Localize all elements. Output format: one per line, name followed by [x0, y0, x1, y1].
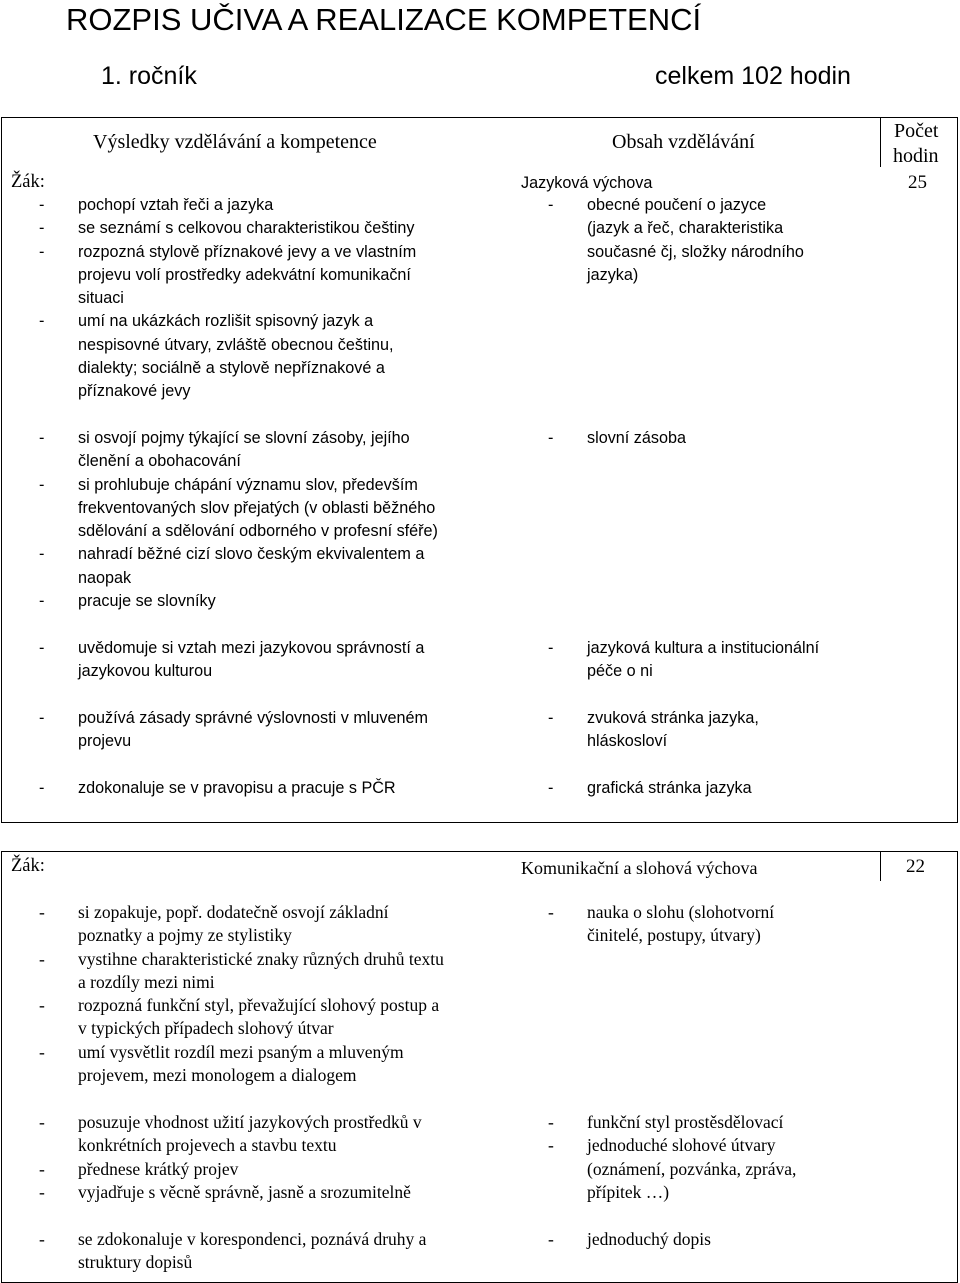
list-item-line: (oznámení, pozvánka, zpráva, — [587, 1158, 797, 1179]
student-label: Žák: — [11, 172, 45, 192]
list-item-line: jednoduchý dopis — [587, 1229, 711, 1249]
results-group — [39, 777, 396, 800]
list-item-line: a rozdíly mezi nimi — [78, 971, 215, 992]
bullet-list — [39, 707, 428, 754]
bullet-dash: - — [548, 196, 554, 214]
results-group — [39, 901, 444, 1087]
list-item-line: projevu — [78, 732, 132, 751]
content-group — [548, 1228, 711, 1251]
list-item-line: vystihne charakteristické znaky různých druhů textu — [78, 948, 444, 969]
column-divider — [880, 117, 881, 167]
bullet-dash: - — [548, 1229, 554, 1249]
list-item-line: projevem, mezi monologem a dialogem — [78, 1065, 357, 1086]
grade-label: 1. ročník — [101, 62, 197, 90]
list-item-line: péče o ni — [587, 662, 653, 681]
list-item — [39, 590, 438, 613]
content-group — [548, 707, 759, 754]
results-group — [39, 707, 428, 754]
bullet-dash: - — [39, 1181, 45, 1202]
list-item — [39, 241, 416, 311]
list-item-line: umí na ukázkách rozlišit spisovný jazyk a — [78, 312, 374, 331]
list-item-line: se seznámí s celkovou charakteristikou češtiny — [78, 219, 415, 238]
bullet-dash: - — [39, 196, 45, 214]
bullet-dash: - — [39, 1112, 45, 1132]
bullet-list — [548, 777, 752, 800]
list-item-line: uvědomuje si vztah mezi jazykovou správností a — [78, 639, 425, 657]
bullet-list — [548, 427, 686, 450]
list-item — [39, 217, 416, 240]
list-item-line: v typických případech slohový útvar — [78, 1018, 334, 1039]
list-item — [39, 777, 396, 800]
bullet-dash: - — [548, 779, 554, 797]
list-item-line: nespisovné útvary, zvláště obecnou češtinu, — [78, 335, 394, 354]
list-item — [548, 1228, 711, 1251]
content-group — [548, 194, 804, 287]
hours-count: 25 — [908, 172, 927, 193]
list-item-line: situaci — [78, 289, 124, 308]
bullet-dash: - — [548, 429, 554, 447]
bullet-dash: - — [548, 709, 554, 727]
bullet-dash: - — [39, 709, 45, 727]
list-item-line: jazykovou kulturou — [78, 662, 213, 681]
list-item — [39, 474, 438, 544]
bullet-dash: - — [39, 1158, 45, 1179]
list-item-line: vyjadřuje s věcně správně, jasně a srozumitelně — [78, 1181, 411, 1202]
bullet-list — [548, 194, 804, 287]
list-item-line: slovní zásoba — [587, 429, 686, 447]
page-title: ROZPIS UČIVA A REALIZACE KOMPETENCÍ — [66, 2, 702, 37]
list-item-line: si zopakuje, popř. dodatečně osvojí základní — [78, 902, 389, 922]
list-item — [39, 707, 428, 754]
list-item — [548, 901, 774, 948]
bullet-dash: - — [39, 429, 45, 447]
bullet-dash: - — [39, 242, 45, 261]
list-item-line: se zdokonaluje v korespondenci, poznává druhy a — [78, 1229, 427, 1249]
list-item-line: zdokonaluje se v pravopisu a pracuje s PČR — [78, 779, 396, 797]
bullet-dash: - — [39, 995, 45, 1016]
list-item — [548, 1111, 796, 1134]
results-group — [39, 1111, 422, 1204]
list-item-line: jazyková kultura a institucionální — [587, 639, 820, 657]
content-group — [548, 637, 819, 684]
header-content: Obsah vzdělávání — [612, 131, 755, 153]
list-item-line: frekventovaných slov přejatých (v oblasti běžného — [78, 498, 436, 517]
list-item-line: rozpozná funkční styl, převažující slohový postup a — [78, 995, 440, 1016]
list-item — [39, 427, 438, 474]
bullet-dash: - — [39, 592, 45, 611]
list-item-line: struktury dopisů — [78, 1252, 193, 1273]
list-item-line: nauka o slohu (slohotvorní — [587, 902, 775, 922]
list-item — [548, 777, 752, 800]
list-item-line: sdělování a sdělování odborného v profesní sféře) — [78, 522, 438, 541]
list-item-line: hláskosloví — [587, 732, 668, 751]
bullet-list — [548, 901, 774, 948]
list-item — [39, 901, 444, 948]
bullet-dash: - — [548, 639, 554, 657]
header-results: Výsledky vzdělávání a kompetence — [93, 131, 377, 153]
results-group — [39, 637, 424, 684]
list-item-line: příznakové jevy — [78, 382, 191, 401]
list-item — [548, 194, 804, 287]
list-item — [548, 1134, 796, 1204]
list-item-line: jednoduché slohové útvary — [587, 1135, 776, 1156]
header-count-line1: Počet — [894, 120, 939, 142]
list-item-line: funkční styl prostěsdělovací — [587, 1112, 784, 1132]
list-item-line: členění a obohacování — [78, 452, 241, 471]
list-item — [39, 1111, 422, 1158]
column-divider — [880, 851, 881, 881]
total-hours: celkem 102 hodin — [655, 62, 851, 90]
bullet-dash: - — [39, 902, 45, 922]
bullet-list — [39, 1228, 426, 1275]
list-item — [39, 1158, 422, 1181]
list-item — [39, 948, 444, 995]
bullet-dash: - — [548, 902, 554, 922]
bullet-dash: - — [548, 1135, 554, 1156]
list-item-line: zvuková stránka jazyka, — [587, 709, 759, 727]
list-item-line: poznatky a pojmy ze stylistiky — [78, 925, 292, 946]
list-item — [39, 310, 416, 403]
results-group — [39, 427, 438, 613]
bullet-list — [39, 1111, 422, 1204]
list-item-line: nahradí běžné cizí slovo českým ekvivalentem a — [78, 545, 425, 564]
bullet-list — [39, 637, 424, 684]
bullet-dash: - — [39, 312, 45, 331]
list-item-line: umí vysvětlit rozdíl mezi psaným a mluveným — [78, 1041, 404, 1062]
bullet-dash: - — [39, 475, 45, 494]
list-item-line: jazyka) — [587, 265, 639, 284]
list-item — [39, 637, 424, 684]
list-item — [548, 427, 686, 450]
bullet-list — [548, 1228, 711, 1251]
list-item — [548, 637, 819, 684]
list-item — [39, 543, 438, 590]
content-group — [548, 1111, 796, 1204]
bullet-dash: - — [39, 1041, 45, 1062]
list-item-line: používá zásady správné výslovnosti v mluveném — [78, 709, 428, 727]
list-item-line: grafická stránka jazyka — [587, 779, 752, 797]
list-item — [39, 994, 444, 1041]
list-item-line: obecné poučení o jazyce — [587, 196, 767, 214]
bullet-dash: - — [39, 545, 45, 564]
section-topic: Jazyková výchova — [521, 174, 653, 192]
list-item — [548, 707, 759, 754]
bullet-list — [39, 427, 438, 613]
bullet-dash: - — [39, 948, 45, 969]
results-group — [39, 1228, 426, 1275]
bullet-list — [548, 637, 819, 684]
list-item-line: přednese krátký projev — [78, 1158, 239, 1179]
list-item — [39, 1228, 426, 1275]
list-item-line: si osvojí pojmy týkající se slovní zásoby, jejího — [78, 429, 410, 447]
header-count-line2: hodin — [893, 145, 939, 167]
list-item-line: pochopí vztah řeči a jazyka — [78, 196, 274, 214]
list-item-line: konkrétních projevech a stavbu textu — [78, 1135, 337, 1156]
content-group — [548, 427, 686, 450]
list-item-line: posuzuje vhodnost užití jazykových prostředků v — [78, 1112, 422, 1132]
list-item-line: (jazyk a řeč, charakteristika — [587, 219, 784, 238]
list-item-line: projevu volí prostředky adekvátní komunikační — [78, 265, 411, 284]
student-label: Žák: — [11, 856, 45, 876]
list-item-line: naopak — [78, 568, 132, 587]
list-item — [39, 194, 416, 217]
bullet-dash: - — [39, 639, 45, 657]
list-item — [39, 1041, 444, 1088]
bullet-list — [548, 1111, 796, 1204]
bullet-list — [39, 777, 396, 800]
list-item-line: činitelé, postupy, útvary) — [587, 925, 761, 946]
bullet-dash: - — [39, 779, 45, 797]
list-item-line: si prohlubuje chápání významu slov, především — [78, 475, 418, 494]
bullet-list — [548, 707, 759, 754]
content-group — [548, 777, 752, 800]
hours-count: 22 — [906, 856, 925, 877]
bullet-dash: - — [39, 1229, 45, 1249]
content-group — [548, 901, 774, 948]
list-item-line: současné čj, složky národního — [587, 242, 804, 261]
list-item-line: přípitek …) — [587, 1181, 670, 1202]
bullet-dash: - — [548, 1112, 554, 1132]
section-topic: Komunikační a slohová výchova — [521, 858, 758, 878]
list-item-line: pracuje se slovníky — [78, 592, 216, 611]
results-group — [39, 194, 416, 404]
bullet-list — [39, 194, 416, 404]
bullet-dash: - — [39, 219, 45, 238]
list-item — [39, 1181, 422, 1204]
bullet-list — [39, 901, 444, 1087]
list-item-line: rozpozná stylově příznakové jevy a ve vlastním — [78, 242, 417, 261]
list-item-line: dialekty; sociálně a stylově nepříznakové a — [78, 359, 385, 378]
